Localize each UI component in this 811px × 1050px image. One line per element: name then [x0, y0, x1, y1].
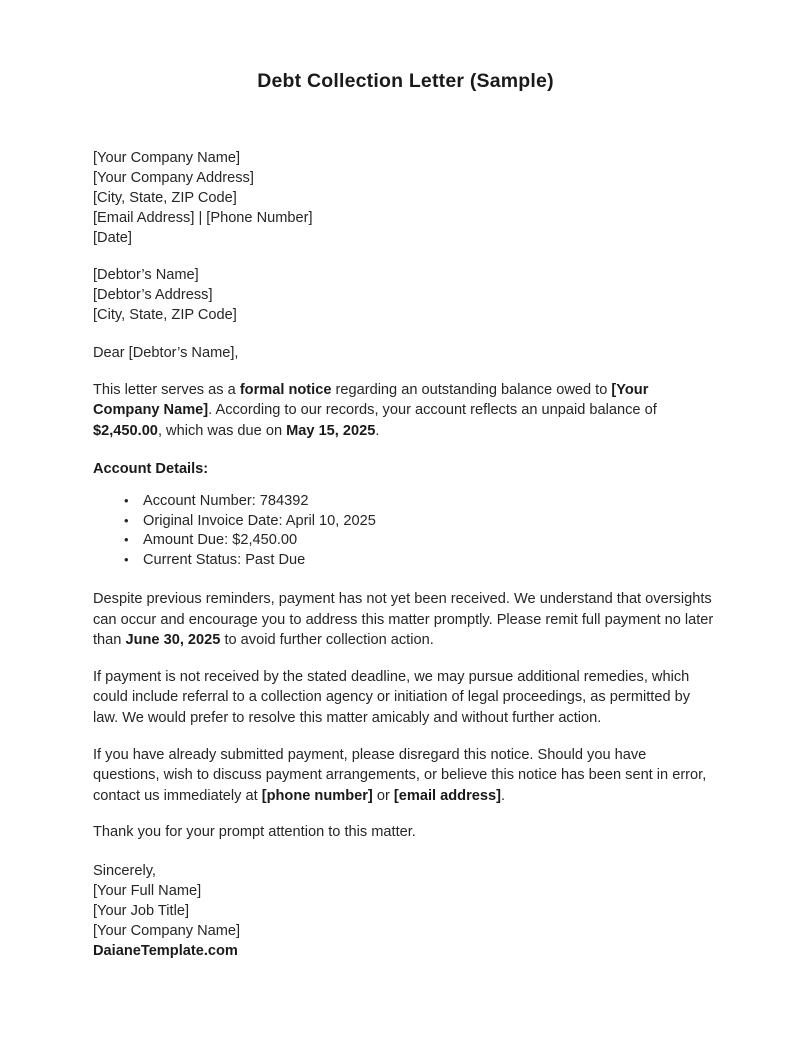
- spacer: [93, 364, 715, 380]
- disregard-text-2: or: [372, 787, 394, 804]
- sender-line: [Date]: [93, 230, 132, 246]
- signature-block: [93, 861, 715, 961]
- list-item: • Current Status: Past Due: [93, 551, 715, 570]
- intro-text-1: This letter serves as a: [93, 381, 240, 398]
- intro-bold-company-name: [Your Company Name]: [93, 381, 649, 419]
- list-item: • Account Number: 784392: [93, 492, 715, 511]
- spacer: [93, 441, 715, 459]
- letter-body: [93, 148, 715, 961]
- spacer: [93, 479, 715, 492]
- intro-bold-amount: $2,450.00: [93, 422, 158, 439]
- account-details-list: [93, 492, 715, 570]
- recipient-line: [Debtor’s Address]: [93, 287, 213, 303]
- intro-bold-due-date: May 15, 2025: [286, 422, 376, 439]
- recipient-address-block: [93, 265, 715, 325]
- reminder-paragraph: [93, 589, 715, 651]
- disregard-text-3: .: [500, 787, 506, 804]
- spacer: [93, 325, 715, 343]
- disregard-bold-email: [email address]: [393, 787, 501, 804]
- spacer: [93, 570, 715, 589]
- sender-line: [Your Company Address]: [93, 170, 254, 186]
- spacer: [93, 843, 715, 861]
- signature-name: [Your Full Name]: [93, 882, 202, 899]
- signature-job-title: [Your Job Title]: [93, 902, 189, 919]
- sender-address-block: [93, 148, 715, 248]
- sender-line: [Your Company Name]: [93, 150, 241, 166]
- spacer: [93, 729, 715, 745]
- disregard-bold-phone: [phone number]: [261, 787, 373, 804]
- page-title: Debt Collection Letter (Sample): [257, 70, 554, 92]
- sender-line: [Email Address] | [Phone Number]: [93, 210, 313, 226]
- salutation: Dear [Debtor’s Name],: [93, 345, 239, 361]
- remedies-paragraph: If payment is not received by the stated deadline, we may pursue additional remedies, which could include referral to a collection agency or initiation of legal proceedings, as permitted by law. We would prefer to resolve this matter amicably and without further action.: [93, 668, 691, 726]
- recipient-line: [Debtor’s Name]: [93, 267, 199, 283]
- reminder-bold-deadline: June 30, 2025: [125, 632, 221, 649]
- recipient-line: [City, State, ZIP Code]: [93, 307, 237, 323]
- intro-text-2: regarding an outstanding balance owed to: [331, 381, 612, 398]
- spacer: [93, 248, 715, 265]
- intro-text-3: . According to our records, your account reflects an unpaid balance of: [208, 402, 657, 419]
- spacer: [93, 651, 715, 667]
- account-details-heading: Account Details:: [93, 461, 209, 478]
- disregard-paragraph: [93, 745, 715, 807]
- disregard-text-1: If you have already submitted payment, please disregard this notice. Should you have questions, wish to discuss payment arrangements, or believe this notice has been sent in error, contact us immediately at: [93, 746, 707, 804]
- spacer: [93, 806, 715, 822]
- signature-company: [Your Company Name]: [93, 922, 241, 939]
- reminder-text-1: Despite previous reminders, payment has not yet been received. We understand that oversights can occur and encourage you to address this matter promptly. Please remit full payment no later than: [93, 591, 714, 649]
- list-item: • Original Invoice Date: April 10, 2025: [93, 512, 715, 531]
- thanks-paragraph: Thank you for your prompt attention to this matter.: [93, 824, 416, 841]
- intro-paragraph: [93, 380, 715, 442]
- website-link[interactable]: DaianeTemplate.com: [93, 942, 238, 959]
- intro-text-5: .: [375, 422, 380, 439]
- sender-line: [City, State, ZIP Code]: [93, 190, 237, 206]
- reminder-text-2: to avoid further collection action.: [220, 632, 434, 649]
- intro-bold-formal-notice: formal notice: [239, 381, 332, 398]
- list-item: • Amount Due: $2,450.00: [93, 531, 715, 550]
- intro-text-4: , which was due on: [157, 422, 287, 439]
- signature-closing: Sincerely,: [93, 862, 156, 879]
